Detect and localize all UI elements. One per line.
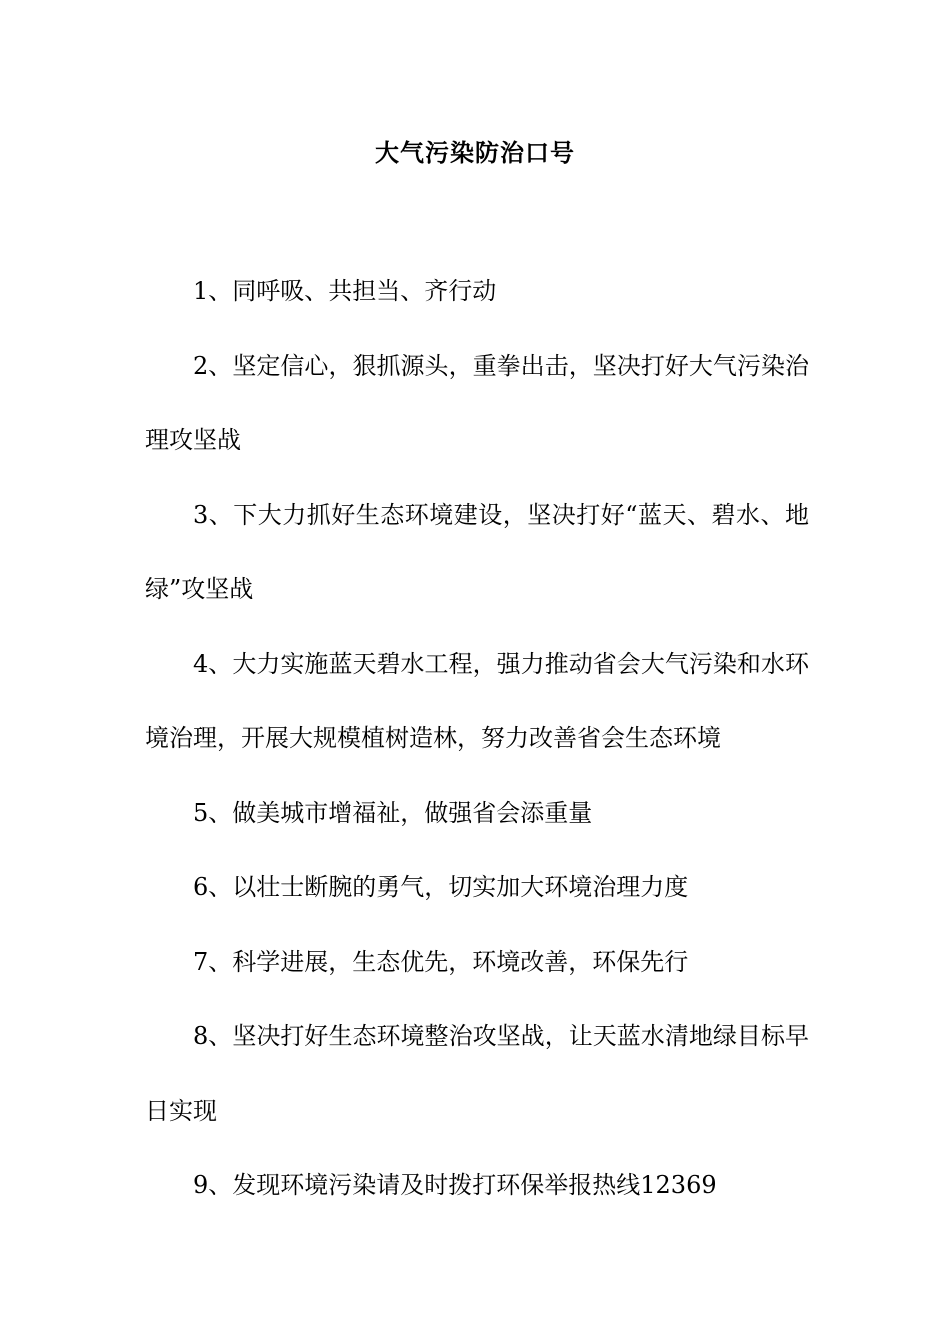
slogan-item-1: 1、同呼吸、共担当、齐行动: [193, 277, 497, 305]
slogan-item-5: 5、做美城市增福祉，做强省会添重量: [193, 798, 593, 827]
slogan-item-9: 9、发现环境污染请及时拨打环保举报热线12369: [193, 1171, 717, 1199]
document-title: 大气污染防治口号: [375, 138, 575, 167]
slogan-item-7: 7、科学进展，生态优先，环境改善，环保先行: [193, 947, 689, 976]
slogan-item-3: 3、下大力抓好生态环境建设，坚决打好“蓝天、碧水、地绿”攻坚战: [145, 500, 809, 603]
slogan-item-6: 6、以壮士断腕的勇气，切实加大环境治理力度: [193, 873, 689, 901]
slogan-item-2: 2、坚定信心，狠抓源头，重拳出击，坚决打好大气污染治理攻坚战: [145, 351, 809, 454]
slogan-item-4: 4、大力实施蓝天碧水工程，强力推动省会大气污染和水环境治理，开展大规模植树造林，努力改善省会生态环境: [145, 649, 809, 752]
slogan-list: [145, 254, 809, 1223]
slogan-item-8: 8、坚决打好生态环境整治攻坚战，让天蓝水清地绿目标早日实现: [145, 1022, 809, 1125]
